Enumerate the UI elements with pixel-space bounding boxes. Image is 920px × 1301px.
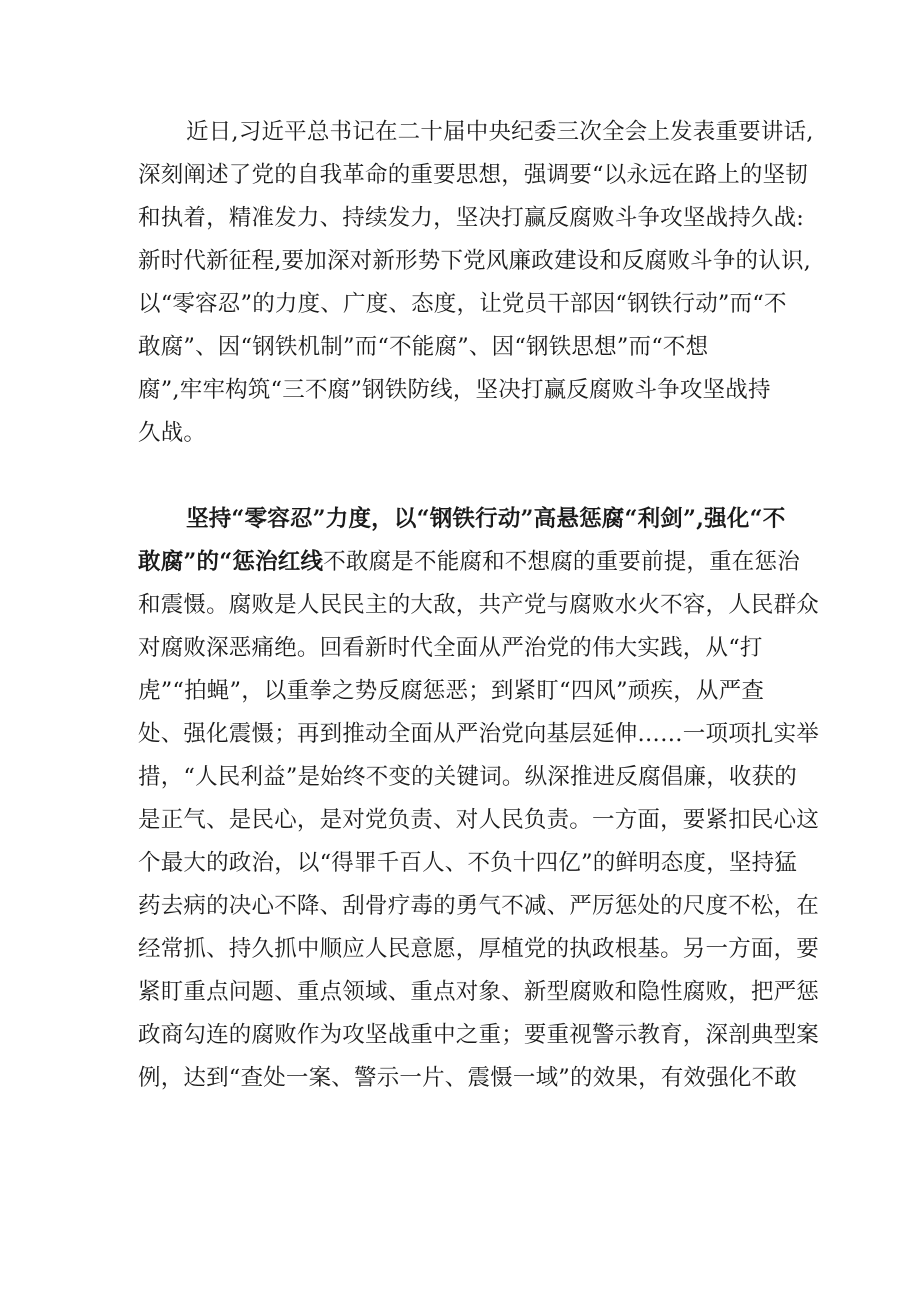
paragraph-2-line-13: 政商勾连的腐败作为攻坚战重中之重；要重视警示教育，深剖典型案	[138, 1022, 820, 1048]
paragraph-2-line-12: 紧盯重点问题、重点领域、重点对象、新型腐败和隐性腐败，把严惩	[138, 979, 820, 1005]
paragraph-2-line-2-body: 不敢腐是不能腐和不想腐的重要前提，重在惩治	[323, 549, 800, 575]
paragraph-2-line-9: 个最大的政治，以“得罪千百人、不负十四亿”的鲜明态度，坚持猛	[138, 850, 798, 876]
paragraph-1-line-8: 久战。	[138, 420, 207, 446]
paragraph-1-line-4: 新时代新征程,要加深对新形势下党风廉政建设和反腐败斗争的认识,	[138, 248, 812, 274]
paragraph-2-line-6: 处、强化震慑；再到推动全面从严治党向基层延伸……一项项扎实举	[138, 721, 820, 747]
paragraph-1-line-7: 腐”,牢牢构筑“三不腐”钢铁防线，坚决打赢反腐败斗争攻坚战持	[138, 377, 771, 403]
paragraph-2-line-14: 例，达到“查处一案、警示一片、震慑一域”的效果，有效强化不敢	[138, 1065, 798, 1091]
paragraph-2-heading-end: 敢腐”的“惩治红线	[138, 549, 324, 575]
paragraph-1-line-1: 近日,习近平总书记在二十届中央纪委三次全会上发表重要讲话,	[186, 119, 814, 145]
paragraph-2-line-5: 虎”“拍蝇”，以重拳之势反腐惩恶；到紧盯“四风”顽疾，从严查	[138, 678, 765, 704]
paragraph-2-line-10: 药去病的决心不降、刮骨疗毒的勇气不减、严厉惩处的尺度不松，在	[138, 893, 820, 919]
paragraph-2-heading-line-1: 坚持“零容忍”力度，以“钢铁行动”高悬惩腐“利剑”,强化“不	[186, 506, 786, 532]
paragraph-2-line-3: 和震慑。腐败是人民民主的大敌，共产党与腐败水火不容，人民群众	[138, 592, 820, 618]
paragraph-2-line-11: 经常抓、持久抓中顺应人民意愿，厚植党的执政根基。另一方面，要	[138, 936, 820, 962]
paragraph-2-line-7: 措，“人民利益”是始终不变的关键词。纵深推进反腐倡廉，收获的	[138, 764, 798, 790]
paragraph-2-line-8: 是正气、是民心，是对党负责、对人民负责。一方面，要紧扣民心这	[138, 807, 820, 833]
paragraph-2-line-4: 对腐败深恶痛绝。回看新时代全面从严治党的伟大实践，从“打	[138, 635, 763, 661]
paragraph-2-line-2	[138, 547, 800, 577]
paragraph-1-line-5: 以“零容忍”的力度、广度、态度，让党员干部因“钢铁行动”而“不	[138, 291, 787, 317]
paragraph-1-line-3: 和执着，精准发力、持续发力，坚决打赢反腐败斗争攻坚战持久战:	[138, 205, 805, 231]
paragraph-1-line-6: 敢腐”、因“钢铁机制”而“不能腐”、因“钢铁思想”而“不想	[138, 334, 709, 360]
paragraph-1-line-2: 深刻阐述了党的自我革命的重要思想，强调要“以永远在路上的坚韧	[138, 162, 809, 188]
